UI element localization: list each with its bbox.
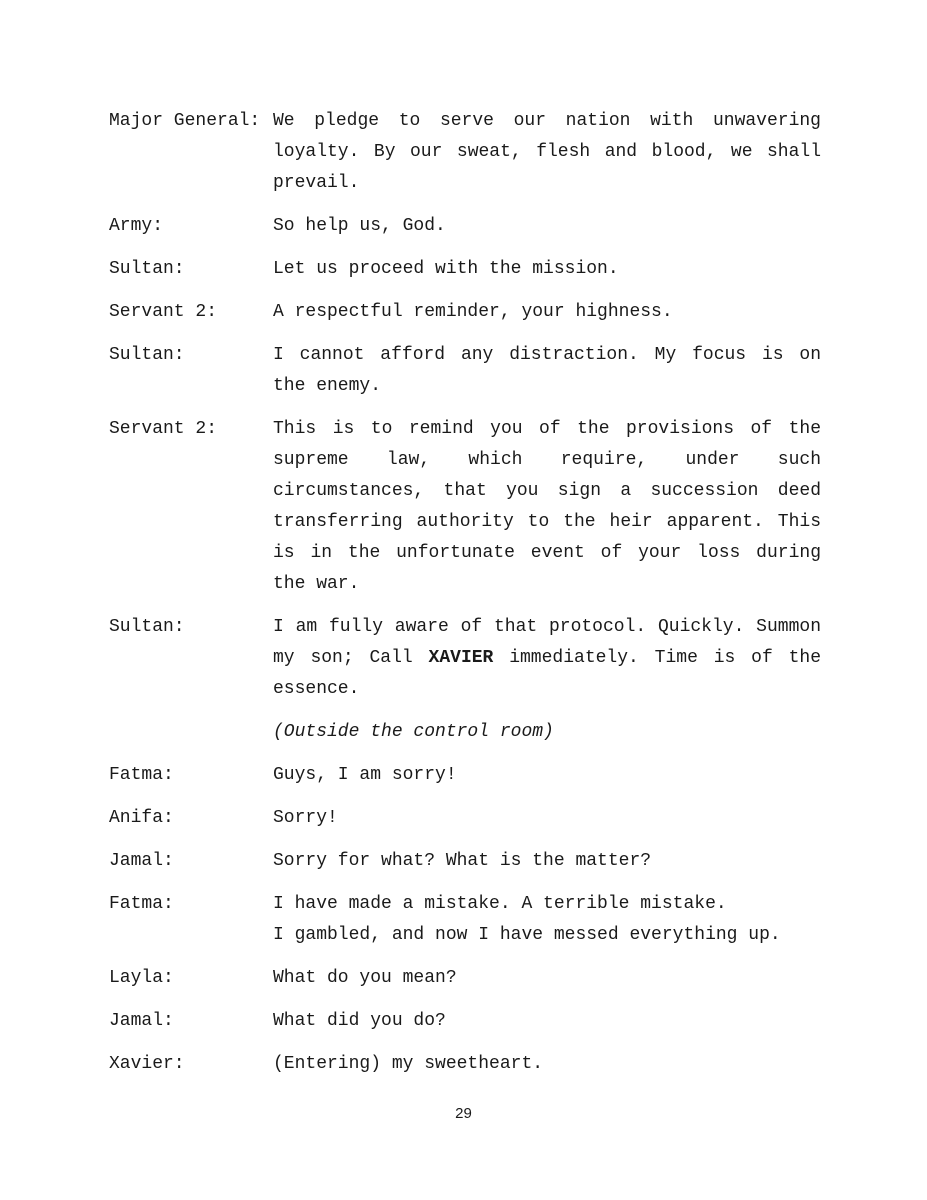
dialogue-line: Sorry! [273, 808, 338, 828]
dialogue-line: What do you mean? [273, 968, 457, 988]
dialogue-line: What did you do? [273, 1011, 446, 1031]
dialogue-line: I cannot afford any distraction. My focus is on the enemy. [273, 345, 821, 396]
dialogue-line [273, 612, 821, 705]
dialogue-line: A respectful reminder, your highness. [273, 302, 673, 322]
dialogue-entry [109, 254, 821, 285]
speaker-name: Xavier: [109, 1054, 185, 1074]
dialogue-entry [109, 803, 821, 834]
dialogue-entry [109, 846, 821, 877]
speaker-name: Anifa: [109, 808, 174, 828]
speaker-name: Fatma: [109, 894, 174, 914]
dialogue-entry [109, 963, 821, 994]
dialogue-entry [109, 889, 821, 951]
dialogue-text: I am fully aware of that protocol. Quickly. Summon my son; Call [273, 617, 821, 668]
dialogue-entry [109, 760, 821, 791]
speaker-name: Sultan: [109, 345, 185, 365]
dialogue-text: I have made a mistake. A terrible mistake. [273, 894, 727, 914]
dialogue-entry [109, 612, 821, 705]
speaker-name: Jamal: [109, 851, 174, 871]
dialogue-line: Guys, I am sorry! [273, 765, 457, 785]
speaker-name: Layla: [109, 968, 174, 988]
page-number: 29 [455, 1105, 472, 1122]
dialogue-line: We pledge to serve our nation with unwavering loyalty. By our sweat, flesh and blood, we shall prevail. [273, 111, 821, 193]
speaker-name: Servant 2: [109, 419, 218, 439]
speaker-name: Sultan: [109, 259, 185, 279]
dialogue-text: I gambled, and now I have messed everything up. [273, 925, 781, 945]
speaker-name: Fatma: [109, 765, 174, 785]
dialogue-entry [109, 106, 821, 199]
speaker-name: Jamal: [109, 1011, 174, 1031]
dialogue-line: (Entering) my sweetheart. [273, 1054, 544, 1074]
dialogue-entry [109, 297, 821, 328]
script-dialogue [109, 106, 821, 1080]
dialogue-line: Let us proceed with the mission. [273, 259, 619, 279]
dialogue-line: Sorry for what? What is the matter? [273, 851, 652, 871]
dialogue-entry [109, 414, 821, 600]
speaker-name: Army: [109, 216, 164, 236]
stage-direction-entry [109, 717, 821, 748]
dialogue-line: So help us, God. [273, 216, 446, 236]
stage-direction: (Outside the control room) [273, 722, 554, 742]
dialogue-line: This is to remind you of the provisions of the supreme law, which require, under such circumstances, that you sign a succession deed transferring authority to the heir apparent. This is in the unfortunate event of your loss during the war. [273, 419, 821, 594]
dialogue-entry [109, 1006, 821, 1037]
dialogue-line [273, 889, 821, 951]
character-callout: XAVIER [428, 648, 494, 668]
dialogue-entry [109, 340, 821, 402]
dialogue-text: immediately. Time is of the essence. [273, 648, 821, 699]
speaker-name: Servant 2: [109, 302, 218, 322]
speaker-name: Major General: [109, 111, 261, 131]
dialogue-entry [109, 211, 821, 242]
speaker-name: Sultan: [109, 617, 185, 637]
dialogue-entry [109, 1049, 821, 1080]
